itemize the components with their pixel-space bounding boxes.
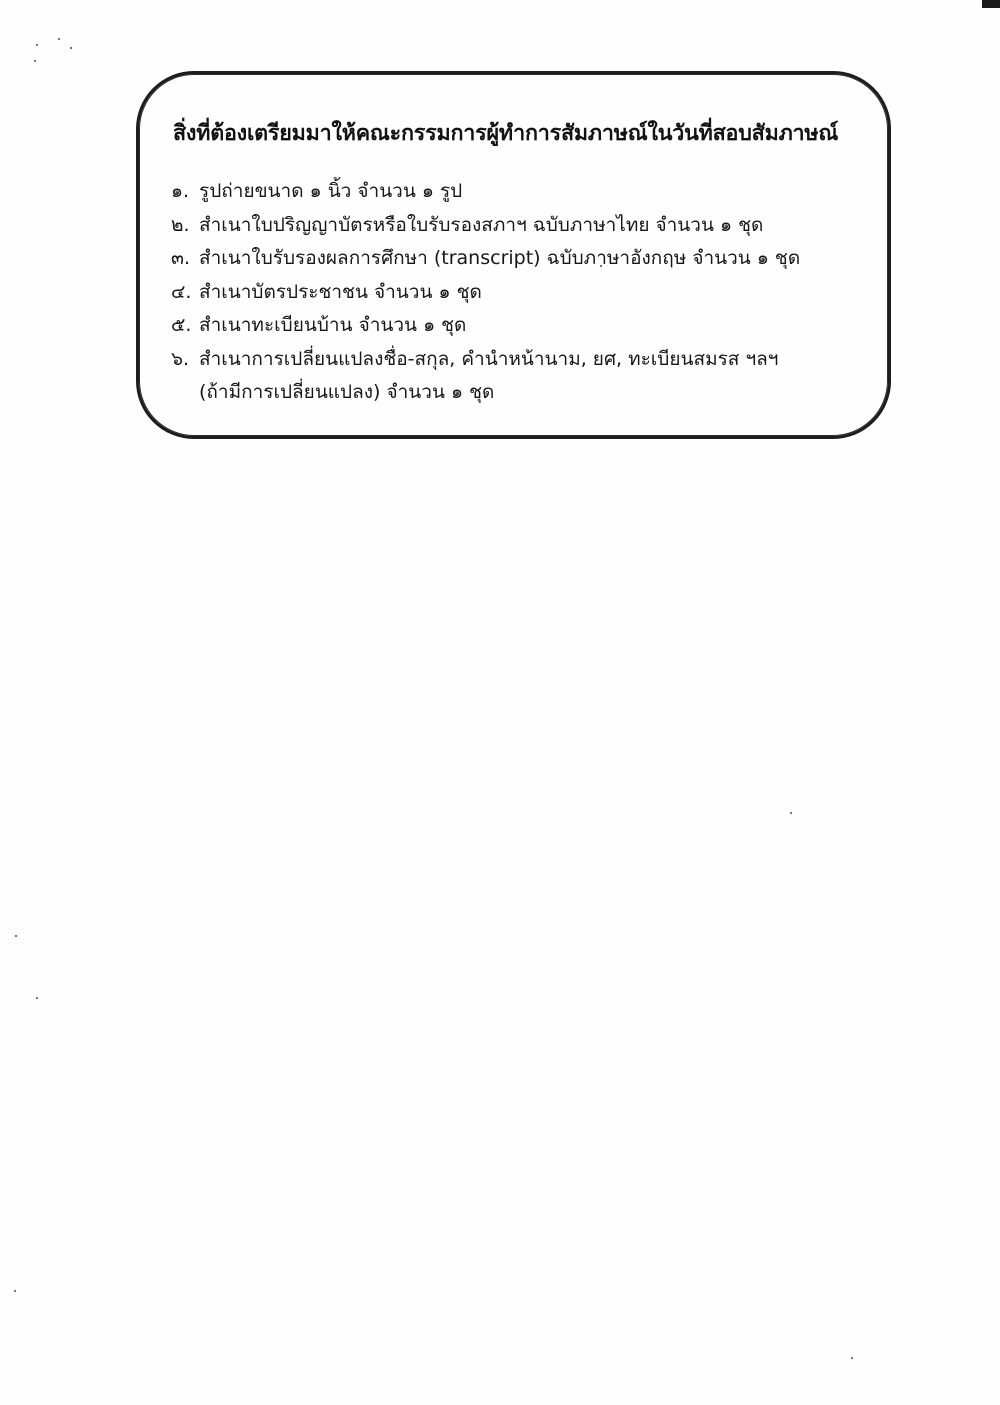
item-number: ๒. — [171, 213, 190, 236]
scan-edge-mark — [982, 0, 1000, 8]
scan-speck — [34, 60, 36, 62]
item-number: ๓. — [171, 247, 191, 269]
scan-speck — [58, 38, 60, 40]
list-item — [171, 209, 861, 243]
item-line: สำเนาใบปริญญาบัตรหรือใบรับรองสภาฯ ฉบับภาษาไทย จำนวน ๑ ชุด — [199, 213, 764, 236]
item-text — [199, 175, 462, 209]
scan-speck — [70, 47, 72, 49]
scan-speck — [790, 812, 792, 814]
document-title: สิ่งที่ต้องเตรียมมาให้คณะกรรมการผู้ทำการสัมภาษณ์ในวันที่สอบสัมภาษณ์ — [173, 121, 839, 146]
item-number: ๖. — [171, 347, 190, 370]
list-item — [171, 276, 861, 310]
item-number: ๑. — [171, 180, 190, 202]
list-item — [171, 309, 861, 343]
item-number: ๕. — [171, 314, 192, 336]
item-line: สำเนาทะเบียนบ้าน จำนวน ๑ ชุด — [199, 314, 467, 336]
list-item — [171, 343, 861, 410]
scan-speck — [36, 44, 38, 46]
item-line: สำเนาการเปลี่ยนแปลงชื่อ-สกุล, คำนำหน้านาม, ยศ, ทะเบียนสมรส ฯลฯ — [199, 347, 779, 370]
item-text — [199, 276, 482, 310]
requirements-list — [171, 175, 861, 410]
item-line: (ถ้ามีการเปลี่ยนแปลง) จำนวน ๑ ชุด — [199, 381, 495, 403]
scan-speck — [851, 1357, 853, 1359]
list-item — [171, 242, 861, 276]
item-text — [199, 209, 763, 243]
item-line: สำเนาบัตรประชาชน จำนวน ๑ ชุด — [199, 280, 482, 303]
item-line: สำเนาใบรับรองผลการศึกษา (transcript) ฉบับภาษาอังกฤษ จำนวน ๑ ชุด — [199, 247, 801, 269]
item-text — [199, 343, 778, 410]
requirements-box — [136, 71, 891, 439]
item-line: รูปถ่ายขนาด ๑ นิ้ว จำนวน ๑ รูป — [199, 180, 463, 202]
item-number: ๔. — [171, 280, 192, 303]
list-item — [171, 175, 861, 209]
item-text — [199, 242, 800, 276]
item-text — [199, 309, 466, 343]
scan-speck — [36, 997, 38, 999]
scan-speck — [14, 1290, 16, 1292]
scan-speck — [15, 935, 17, 937]
